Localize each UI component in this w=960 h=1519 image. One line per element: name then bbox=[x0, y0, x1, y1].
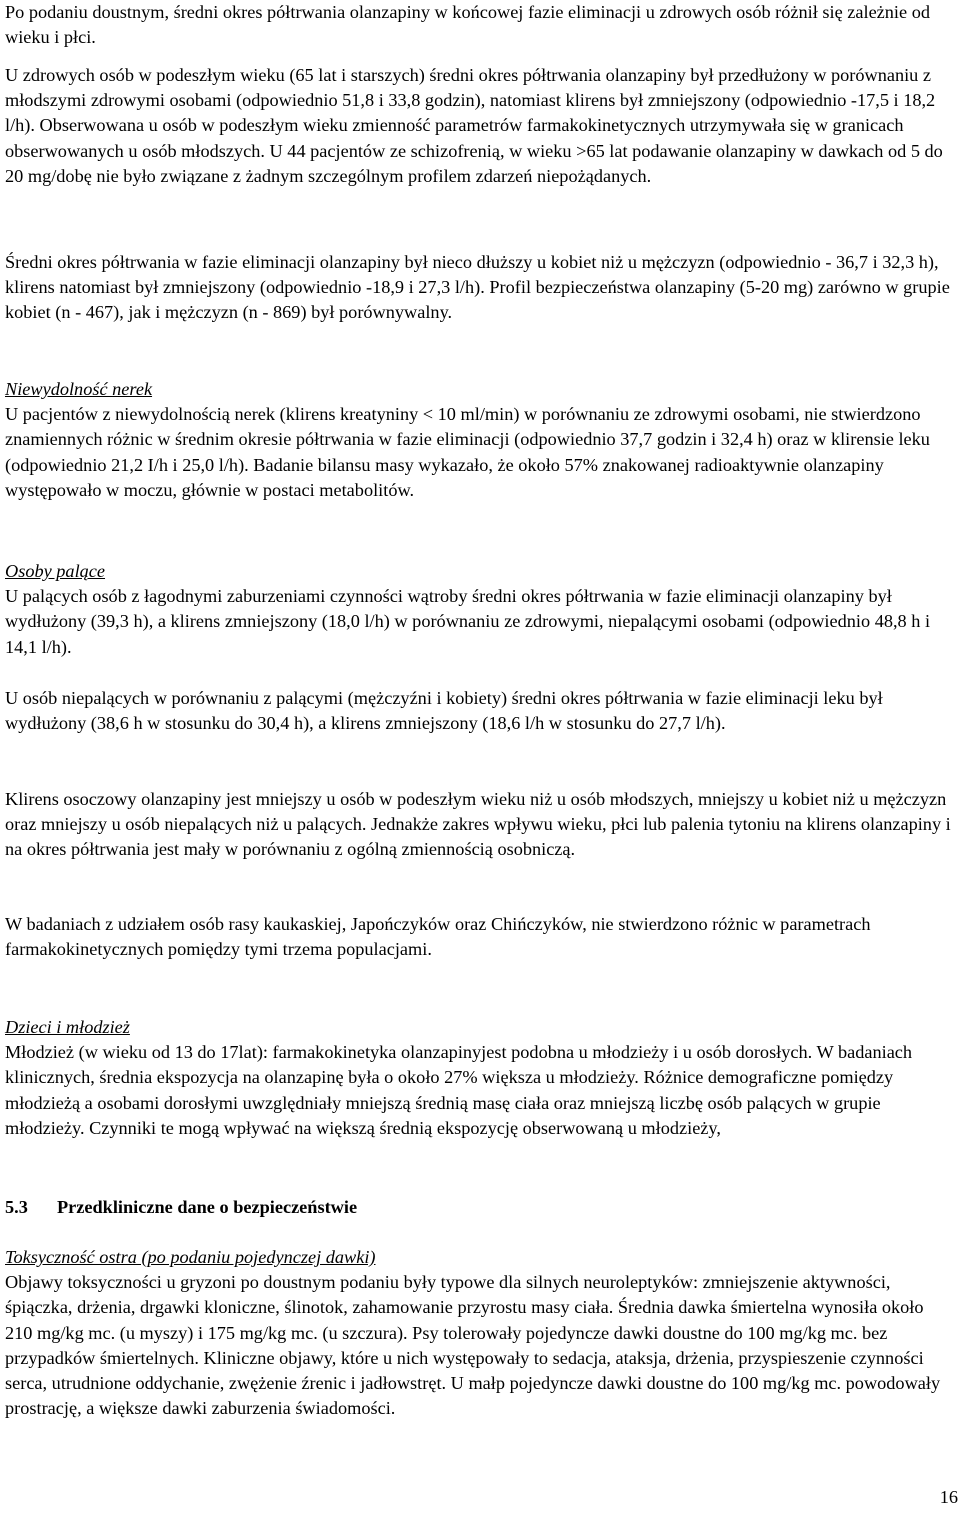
subheading-children-adolescents: Dzieci i młodzież bbox=[5, 1017, 130, 1037]
paragraph-gender: Średni okres półtrwania w fazie eliminacji olanzapiny był nieco dłuższy u kobiet niż u mężczyzn (odpowiednio - 36,7 i 32,3 h), klirens natomiast był zmniejszony (odpowiednio -18,9 i 27,3 l/h). Profil bezpieczeństwa olanzapiny (5-20 mg) zarówno w grupie kobiet (n - 467), jak i mężczyzn (n - 869) był porównywalny. bbox=[5, 252, 950, 323]
subheading-acute-toxicity: Toksyczność ostra (po podaniu pojedynczej dawki) bbox=[5, 1247, 376, 1267]
paragraph-plasma-clearance: Klirens osoczowy olanzapiny jest mniejszy u osób w podeszłym wieku niż u osób młodszych, mniejszy u kobiet niż u mężczyzn oraz mniejszy u osób niepalących niż u palących. Jednakże zakres wpływu wieku, płci lub palenia tytoniu na klirens olanzapiny i na okres półtrwania jest mały w porównaniu z ogólną zmiennością osobniczą. bbox=[5, 789, 951, 860]
paragraph-adolescents: Młodzież (w wieku od 13 do 17lat): farmakokinetyka olanzapinyjest podobna u młodzieży i u osób dorosłych. W badaniach klinicznych, średnia ekspozycja na olanzapinę była o około 27% większa u młodzieży. Różnice demograficzne pomiędzy młodzieżą a osobami dorosłymi uwzględniały mniejszą średnią masę ciała oraz mniejszą liczbę osób palących w grupie młodzieży. Czynniki te mogą wpływać na większą średnią ekspozycję obserwowaną u młodzieży, bbox=[5, 1042, 913, 1138]
section-smokers bbox=[5, 559, 953, 660]
subheading-smokers: Osoby palące bbox=[5, 561, 106, 581]
paragraph-smokers: U palących osób z łagodnymi zaburzeniami czynności wątroby średni okres półtrwania w fazie eliminacji olanzapiny był wydłużony (39,3 h), a klirens zmniejszony (18,0 l/h) w porównaniu ze zdrowymi, niepalącymi osobami (odpowiednio 48,8 h i 14,1 l/h). bbox=[5, 586, 931, 657]
section-renal bbox=[5, 377, 953, 503]
subheading-renal-failure: Niewydolność nerek bbox=[5, 379, 153, 399]
paragraph-acute-toxicity: Objawy toksyczności u gryzoni po doustnym podaniu były typowe dla silnych neuroleptyków: zmniejszenie aktywności, śpiączka, drżenia, drgawki kloniczne, ślinotok, zahamowanie przyrostu masy ciała. Średnia dawka śmiertelna wynosiła około 210 mg/kg mc. (u myszy) i 175 mg/kg mc. (u szczura). Psy tolerowały pojedyncze dawki doustne do 100 mg/kg mc. bez przypadków śmiertelnych. Kliniczne objawy, które u nich występowały to sedacja, ataksja, drżenia, przyspieszenie czynności serca, utrudnione oddychanie, zwężenie źrenic i jadłowstręt. U małp pojedyncze dawki doustne do 100 mg/kg mc. powodowały prostrację, a większe dawki zaburzenia świadomości. bbox=[5, 1272, 941, 1419]
page-number: 16 bbox=[939, 1487, 958, 1507]
section-heading-5-3 bbox=[5, 1195, 953, 1220]
paragraph-nonsmokers: U osób niepalących w porównaniu z palącymi (mężczyźni i kobiety) średni okres półtrwania w fazie eliminacji leku był wydłużony (38,6 h w stosunku do 30,4 h), a klirens zmniejszony (18,6 l/h w stosunku do 27,7 l/h). bbox=[5, 688, 883, 734]
paragraph-elimination-age-sex: Po podaniu doustnym, średni okres półtrwania olanzapiny w końcowej fazie eliminacji u zdrowych osób różnił się zależnie od wieku i płci. bbox=[5, 2, 930, 48]
paragraph-elderly: U zdrowych osób w podeszłym wieku (65 lat i starszych) średni okres półtrwania olanzapiny był przedłużony w porównaniu z młodszymi zdrowymi osobami (odpowiednio 51,8 i 33,8 godzin), natomiast klirens był zmniejszony (odpowiednio -17,5 i 18,2 l/h). Obserwowana u osób w podeszłym wieku zmienność parametrów farmakokinetycznych utrzymywała się w granicach obserwowanych u osób młodszych. U 44 pacjentów ze schizofrenią, w wieku >65 lat podawanie olanzapiny w dawkach od 5 do 20 mg/dobę nie było związane z żadnym szczególnym profilem zdarzeń niepożądanych. bbox=[5, 65, 943, 186]
paragraph-ethnicity: W badaniach z udziałem osób rasy kaukaskiej, Japończyków oraz Chińczyków, nie stwierdzono różnic w parametrach farmakokinetycznych pomiędzy tymi trzema populacjami. bbox=[5, 914, 871, 960]
section-acute-toxicity bbox=[5, 1245, 953, 1421]
section-title: Przedkliniczne dane o bezpieczeństwie bbox=[57, 1197, 358, 1217]
section-children bbox=[5, 1015, 953, 1141]
section-number: 5.3 bbox=[5, 1197, 28, 1217]
paragraph-renal: U pacjentów z niewydolnością nerek (klirens kreatyniny < 10 ml/min) w porównaniu ze zdrowymi osobami, nie stwierdzono znamiennych różnic w średnim okresie półtrwania w fazie eliminacji (odpowiednio 37,7 godzin i 32,4 h) oraz w klirensie leku (odpowiednio 21,2 I/h i 25,0 l/h). Badanie bilansu masy wykazało, że około 57% znakowanej radioaktywnie olanzapiny występowało w moczu, głównie w postaci metabolitów. bbox=[5, 404, 930, 500]
